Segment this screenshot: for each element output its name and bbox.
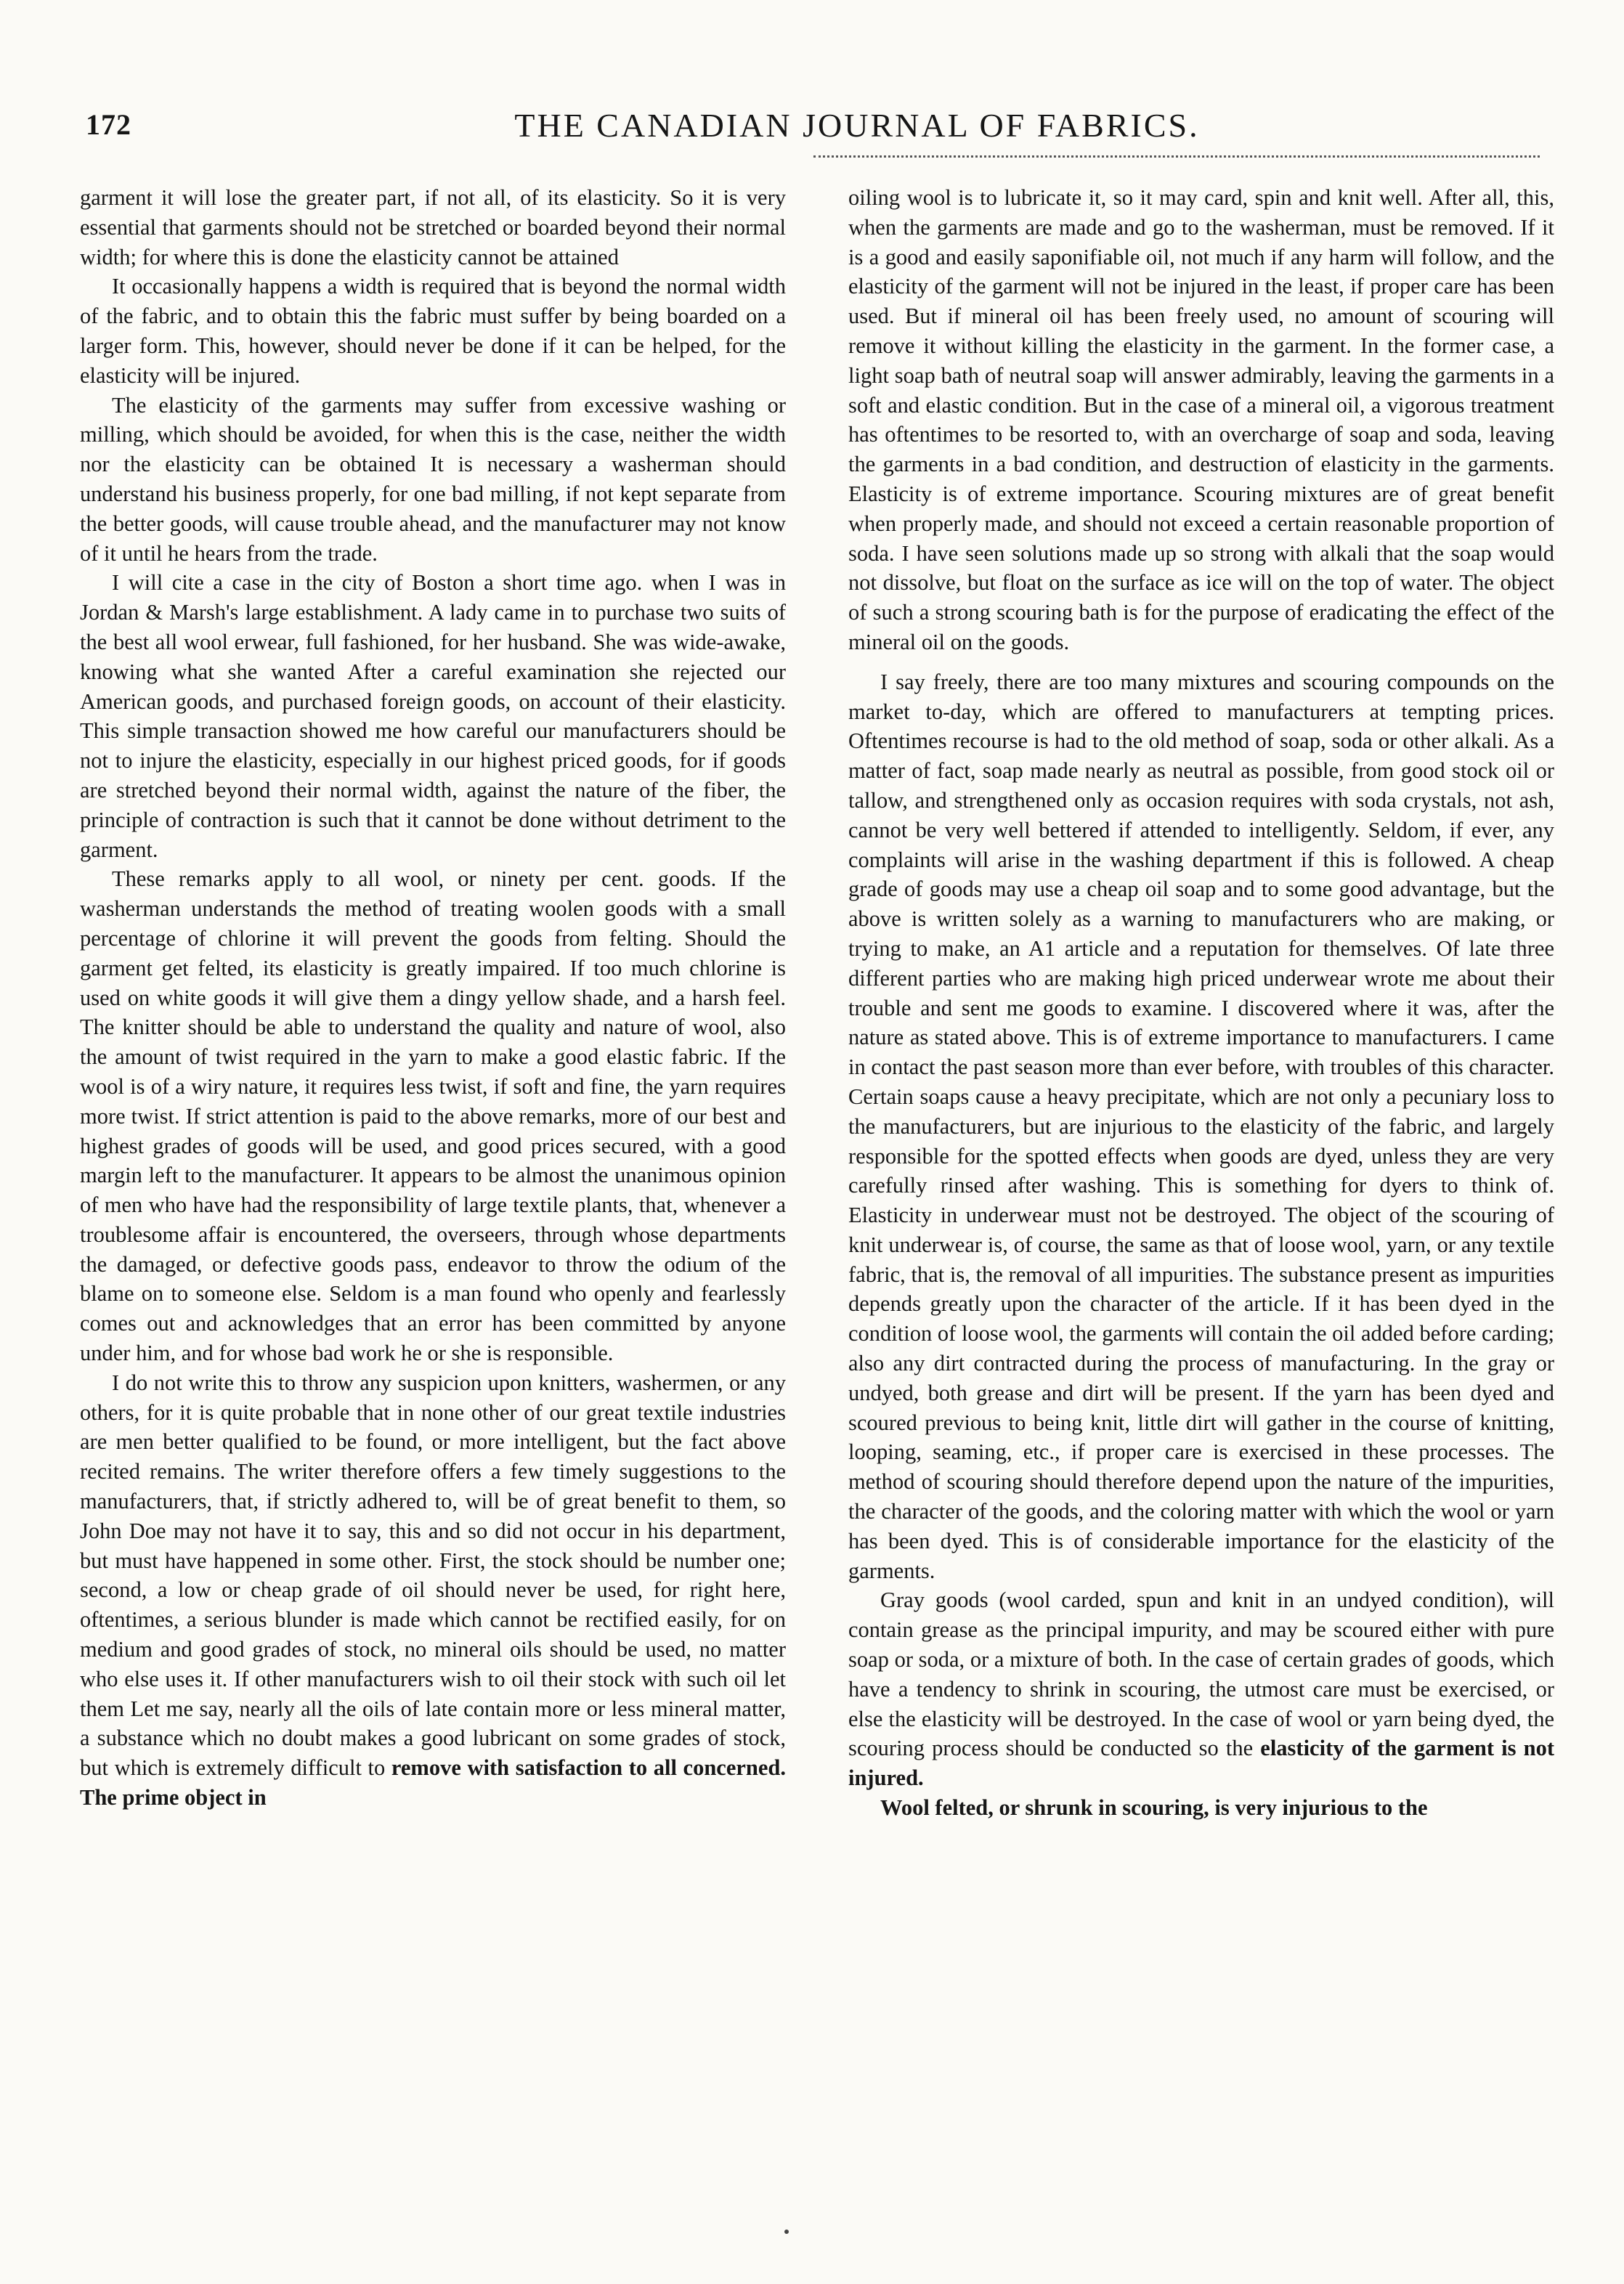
paragraph: These remarks apply to all wool, or ninety per cent. goods. If the washerman understands the method of treating woolen goods with a small percentage of chlorine it will prevent the goods from felting. Should the garment get felted, its elasticity is greatly impaired. If too much chlorine is used on white goods it will give them a dingy yellow shade, and a harsh feel. The knitter should be able to understand the quality and nature of wool, also the amount of twist required in the yarn to make a good elastic fabric. If the wool is of a wiry nature, it requires less twist, if soft and fine, the yarn requires more twist. If strict attention is paid to the above remarks, more of our best and highest grades of goods will be used, and good prices secured, with a good margin left to the manufacturer. It appears to be almost the unanimous opinion of men who have had the responsibility of large textile plants, that, whenever a troublesome affair is encountered, the overseers, through whose departments the damaged, or defective goods pass, endeavor to throw the odium of the blame on to someone else. Seldom is a man found who openly and fearlessly comes out and acknowledges that an error has been committed by anyone under him, and for whose bad work he or she is responsible. <box>80 866 786 1366</box>
paragraph: I will cite a case in the city of Boston a short time ago. when I was in Jordan & Marsh's large establishment. A lady came in to purchase two suits of the best all wool erwear, full fashioned, for her husband. She was wide-awake, knowing what she wanted After a careful examination she rejected our American goods, and purchased foreign goods, on account of their elasticity. This simple transaction showed me how careful our manufacturers should be not to injure the elasticity, especially in our highest priced goods, for if goods are stretched beyond their normal width, against the nature of the fiber, the principle of contraction is such that it cannot be done without detriment to the garment. <box>80 570 786 862</box>
paragraph <box>848 1585 1554 1793</box>
running-head-title: THE CANADIAN JOURNAL OF FABRICS. <box>514 107 1200 144</box>
paragraph <box>80 1368 786 1813</box>
header-rule <box>813 155 1540 158</box>
right-column <box>848 183 1554 1823</box>
paragraph: oiling wool is to lubricate it, so it may card, spin and knit well. After all, this, when the garments are made and go to the washerman, must be removed. If it is a good and easily saponifiable oil, not much if any harm will follow, and the elasticity of the garment will not be injured in the least, if proper care has been used. But if mineral oil has been freely used, no amount of scouring will remove it without killing the elasticity in the garment. In the former case, a light soap bath of neutral soap will answer admirably, leaving the garments in a soft and elastic condition. But in the case of a mineral oil, a vigorous treatment has oftentimes to be resorted to, with an overcharge of soap and soda, leaving the garments in a bad condition, and destruction of elasticity in the garments. Elasticity is of extreme importance. Scouring mixtures are of great benefit when properly made, and should not exceed a certain reasonable proportion of soda. I have seen solutions made up so strong with alkali that the soap would not dissolve, but float on the surface as ice will on the top of water. The object of such a strong scouring bath is for the purpose of eradicating the effect of the mineral oil on the goods. <box>848 185 1554 654</box>
footer-mark <box>784 2230 789 2234</box>
paragraph-bold-text: remove with satisfaction to all concerned. The prime object in <box>80 1755 787 1810</box>
paragraph-bold-text: elasticity of the garment is not injured. <box>848 1736 1555 1791</box>
paragraph-text: I do not write this to throw any suspicion upon knitters, washermen, or any others, for it is quite probable that in none other of our great textile industries are men better qualified to be found, or more intelligent, but the fact above recited remains. The writer therefore offers a few timely suggestions to the manufacturers, that, if strictly adhered to, will be of great benefit to them, so John Doe may not have it to say, this and so did not occur in his department, but must have happened in some other. First, the stock should be number one; second, a low or cheap grade of oil should never be used, for right here, oftentimes, a serious blunder is made which cannot be rectified easily, for on medium and good grades of stock, no mineral oils should be used, no matter who else uses it. If other manufacturers wish to oil their stock with such oil let them Let me say, nearly all the oils of late contain more or less mineral matter, a substance which no doubt makes a good lubricant on some grades of stock, but which is extremely difficult to <box>80 1370 786 1781</box>
paragraph: I say freely, there are too many mixtures and scouring compounds on the market to-day, which are offered to manufacturers at tempting prices. Oftentimes recourse is had to the old method of soap, soda or other alkali. As a matter of fact, soap made nearly as neutral as possible, from good stock oil or tallow, and strengthened only as occasion requires with soda crystals, not ash, cannot be very well bettered if attended to intelligently. Seldom, if ever, any complaints will arise in the washing department if this is followed. A cheap grade of goods may use a cheap oil soap and to some good advantage, but the above is written solely as a warning to manufacturers who are making, or trying to make, an A1 article and a reputation for themselves. Of late three different parties who are making high priced underwear wrote me about their trouble and sent me goods to examine. I discovered where it was, after the nature as stated above. This is of extreme importance to manufacturers. I came in contact the past season more than ever before, with troubles of this character. Certain soaps cause a heavy precipitate, which are not only a pecuniary loss to the manufacturers, but are injurious to the elasticity of the fabric, and largely responsible for the spotted effects when goods are dyed, unless they are very carefully rinsed after washing. This is something for dyers to think of. Elasticity in underwear must not be destroyed. The object of the scouring of knit underwear is, of course, the same as that of loose wool, yarn, or any textile fabric, that is, the removal of all impurities. The substance present as impurities depends greatly upon the character of the article. If it has been dyed in the condition of loose wool, the garments will contain the oil added before carding; also any dirt contracted during the process of manufacturing. In the gray or undyed, both grease and dirt will be present. If the yarn has been dyed and scoured previous to being knit, little dirt will gather in the course of knitting, looping, seaming, etc., if proper care is exercised in these processes. The method of scouring should therefore depend upon the nature of the impurities, the character of the goods, and the coloring matter with which the wool or yarn has been dyed. This is of considerable importance for the elasticity of the garments. <box>848 669 1554 1583</box>
page-number: 172 <box>86 108 131 141</box>
paragraph-bold: Wool felted, or shrunk in scouring, is very injurious to the <box>880 1795 1428 1821</box>
paragraph: It occasionally happens a width is required that is beyond the normal width of the fabric, and to obtain this the fabric must suffer by being boarded on a larger form. This, however, should never be done if it can be helped, for the elasticity will be injured. <box>80 274 786 388</box>
paragraph-text: Gray goods (wool carded, spun and knit in an undyed condition), will contain grease as the principal impurity, and may be scoured either with pure soap or soda, or a mixture of both. In the case of certain grades of goods, which have a tendency to shrink in scouring, the utmost care must be exercised, or else the elasticity will be destroyed. In the case of wool or yarn being dyed, the scouring process should be conducted so the <box>848 1588 1554 1761</box>
paragraph: The elasticity of the garments may suffer from excessive washing or milling, which should be avoided, for when this is the case, neither the width nor the elasticity can be obtained It is necessary a washerman should understand his business properly, for one bad milling, if not kept separate from the better goods, will cause trouble ahead, and the manufacturer may not know of it until he hears from the trade. <box>80 392 786 566</box>
paragraph: garment it will lose the greater part, if not all, of its elasticity. So it is very essential that garments should not be stretched or boarded beyond their normal width; for where this is done the elasticity cannot be attained <box>80 185 786 269</box>
left-column <box>80 183 786 1813</box>
